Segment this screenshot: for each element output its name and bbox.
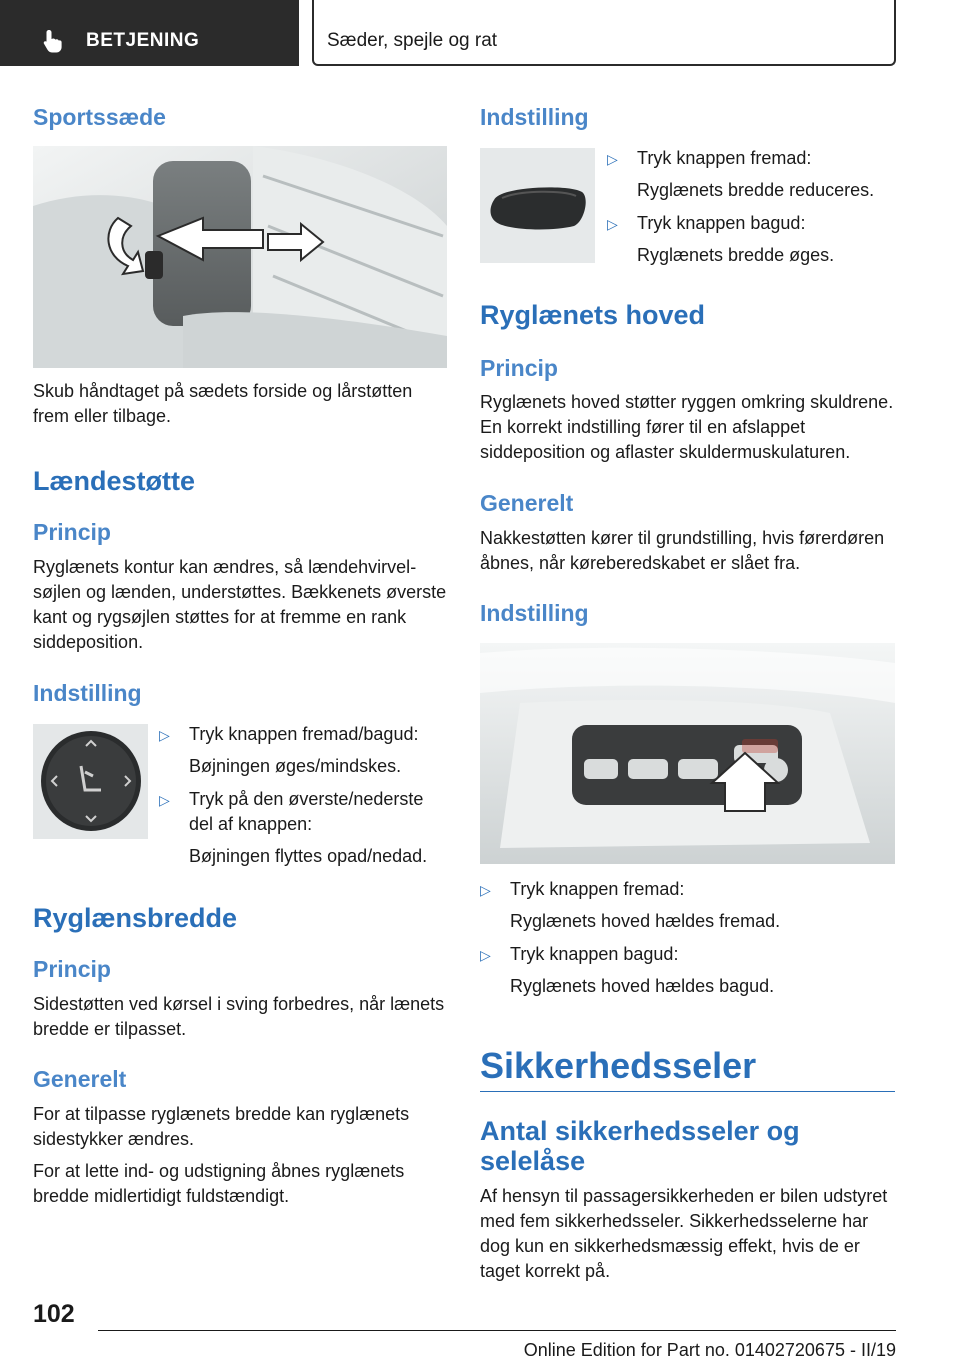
list-item: ▷ Tryk knappen fremad: Ryglænets hoved hældes fremad.: [480, 879, 781, 931]
footer-edition-text: Online Edition for Part no. 01402720675 - II/19: [523, 1340, 896, 1360]
sportssaede-caption: Skub håndtaget på sædets forside og lårstøtten frem eller tilbage.: [33, 381, 413, 426]
ryglaensbredde-princip-text: Sidestøtten ved kørsel i sving forbedres, når lænets bredde er tilpasset.: [33, 994, 445, 1039]
ryglaensbredde-heading: Ryglænsbredde: [33, 903, 238, 933]
width-button-illustration: [480, 148, 595, 263]
seat-controls-illustration: [480, 643, 895, 864]
sport-seat-illustration: [33, 146, 447, 368]
ryglaensbredde-generelt-heading: Generelt: [33, 1066, 127, 1092]
sikkerhedsseler-text: Af hensyn til passagersikkerheden er bilen udstyret med fem sikkerhedsseler. Sikkerhedsselerne har dog kun en sikkerhedsmæssig effekt, hvis de er taget korrekt på.: [480, 1186, 888, 1281]
ryglaenets-hoved-princip-text: Ryglænets hoved støtter ryggen omkring skuldrene. En korrekt indstilling fører til en afslappet siddeposition og aflaster skuldermuskulaturen.: [480, 392, 894, 462]
ryglaensbredde-generelt-text2: For at lette ind- og udstigning åbnes ryglænets bredde midlertidigt fuldstændigt.: [33, 1161, 405, 1206]
sport-seat-image: [33, 146, 447, 368]
page-number: 102: [33, 1300, 75, 1328]
ryglaensbredde-generelt-text1: For at tilpasse ryglænets bredde kan ryglænets sidestykker ændres.: [33, 1104, 410, 1149]
triangle-right-outline-icon: ▷: [480, 947, 491, 963]
footer-divider: [98, 1330, 896, 1331]
laendestotte-heading: Lændestøtte: [33, 466, 195, 496]
list-item: ▷ Tryk knappen bagud: Ryglænets hoved hældes bagud.: [480, 944, 775, 996]
sikkerhedsseler-sub-heading: Antal sikkerhedsseler og selelåse: [480, 1116, 800, 1177]
list-item: ▷ Tryk på den øverste/nederste del af knappen: Bøjningen flyttes opad/nedad.: [159, 789, 428, 866]
triangle-right-outline-icon: ▷: [480, 882, 491, 898]
ryglaenets-hoved-generelt-heading: Generelt: [480, 490, 574, 516]
sportssaede-heading: Sportssæde: [33, 104, 166, 130]
indstilling1-bullets: [607, 146, 897, 268]
ryglaensbredde-princip-heading: Princip: [33, 956, 111, 982]
sikkerhedsseler-chapter-heading: Sikkerhedsseler: [480, 1044, 895, 1092]
hand-pointer-icon: [40, 28, 66, 54]
page-header: [0, 0, 960, 66]
indstilling1-heading: Indstilling: [480, 104, 589, 130]
laendestotte-indstilling-heading: Indstilling: [33, 680, 142, 706]
lumbar-knob-image: [33, 724, 148, 839]
laendestotte-princip-text: Ryglænets kontur kan ændres, så lændehvirvelsøjlen og lænden, understøttes. Bækkenets øverste kant og rygsøjlen støttes for at fremme en rank siddeposition.: [33, 557, 447, 652]
triangle-right-outline-icon: ▷: [607, 216, 618, 232]
seat-controls-image: [480, 643, 895, 864]
ryglaenets-hoved-bullets: [480, 877, 895, 999]
list-item: ▷ Tryk knappen bagud: Ryglænets bredde øges.: [607, 213, 835, 265]
list-item: ▷ Tryk knappen fremad: Ryglænets bredde reduceres.: [607, 148, 875, 200]
list-item: ▷ Tryk knappen fremad/bagud: Bøjningen øges/mindskes.: [159, 724, 419, 776]
ryglaenets-hoved-princip-heading: Princip: [480, 355, 558, 381]
lumbar-knob-illustration: [33, 724, 148, 839]
ryglaenets-hoved-indstilling-heading: Indstilling: [480, 600, 589, 626]
ryglaenets-hoved-generelt-text: Nakkestøtten kører til grundstilling, hvis førerdøren åbnes, når køreberedskabet er slået fra.: [480, 528, 885, 573]
triangle-right-outline-icon: ▷: [159, 792, 170, 808]
triangle-right-outline-icon: ▷: [607, 151, 618, 167]
chapter-tab: [312, 0, 896, 66]
triangle-right-outline-icon: ▷: [159, 727, 170, 743]
ryglaenets-hoved-heading: Ryglænets hoved: [480, 300, 706, 330]
section-tab: [0, 0, 299, 66]
section-label: BETJENING: [86, 30, 200, 51]
laendestotte-princip-heading: Princip: [33, 519, 111, 545]
laendestotte-bullets: [159, 722, 449, 869]
width-button-image: [480, 148, 595, 263]
chapter-label: Sæder, spejle og rat: [327, 30, 498, 51]
